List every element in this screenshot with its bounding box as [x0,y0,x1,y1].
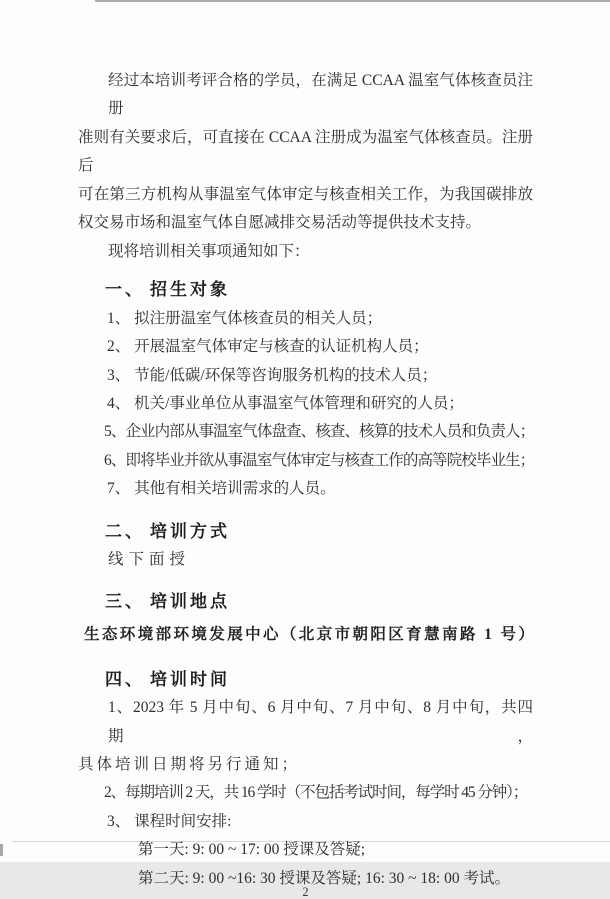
scan-artifact-top-edge [95,0,610,2]
section-title: 招生对象 [150,280,230,300]
section-number: 二、 [105,521,145,541]
page-number: 2 [302,885,309,899]
section-number: 三、 [105,591,145,611]
section-heading-training-time [78,666,533,694]
training-time-item: 2、每期培训 2 天，共 16 学时（不包括考试时间，每学时 45 分钟）； [104,784,528,802]
list-item: 2、 开展温室气体审定与核查的认证机构人员； [107,338,429,356]
list-item: 1、 拟注册温室气体核查员的相关人员； [107,309,383,327]
training-time-item-line: 1、2023 年 5 月中旬、6 月中旬、7 月中旬、8 月中旬，共四期， [108,699,533,745]
intro-paragraph-line: 准则有关要求后，可直接在 CCAA 注册成为温室气体核查员。注册后 [78,128,533,175]
section-title: 培训时间 [150,669,230,689]
list-item: 6、即将毕业并欲从事温室气体审定与核查工作的高等院校毕业生； [104,451,535,469]
notice-line: 现将培训相关事项通知如下： [108,242,310,260]
list-item: 3、 节能/低碳/环保等咨询服务机构的技术人员； [107,366,438,384]
section-heading-training-location [78,588,533,616]
schedule-day-line: 第二天: 9: 00 ~16: 30 授课及答疑; 16: 30 ~ 18: 00 考试。 [138,869,510,887]
training-method-text: 线下面授 [108,551,191,569]
schedule-day-line: 第一天: 9: 00 ~ 17: 00 授课及答疑; [138,841,366,859]
list-item: 4、 机关/事业单位从事温室气体管理和研究的人员； [107,394,464,412]
intro-paragraph-line: 经过本培训考评合格的学员，在满足 CCAA 温室气体核查员注册 [108,72,533,118]
intro-paragraph-line: 权交易市场和温室气体自愿减排交易活动等提供技术支持。 [78,214,482,232]
section-number: 一、 [105,280,145,300]
training-location-text: 生态环境部环境发展中心（北京市朝阳区育慧南路 1 号） [84,626,537,644]
document-body [78,67,537,899]
list-item: 7、 其他有相关培训需求的人员。 [107,480,336,498]
section-heading-enrollment-targets [78,276,533,304]
section-title: 培训方式 [150,521,230,541]
section-number: 四、 [105,669,145,689]
scan-artifact-left-mark [0,844,3,856]
section-heading-training-method [78,518,533,546]
intro-paragraph-line: 可在第三方机构从事温室气体审定与核查相关工作，为我国碳排放 [78,185,533,203]
training-time-item: 3、 课程时间安排: [107,812,232,830]
list-item: 5、企业内部从事温室气体盘查、核查、核算的技术人员和负责人； [104,423,535,441]
section-title: 培训地点 [150,591,230,611]
training-time-item-line: 具体培训日期将另行通知； [78,755,301,773]
